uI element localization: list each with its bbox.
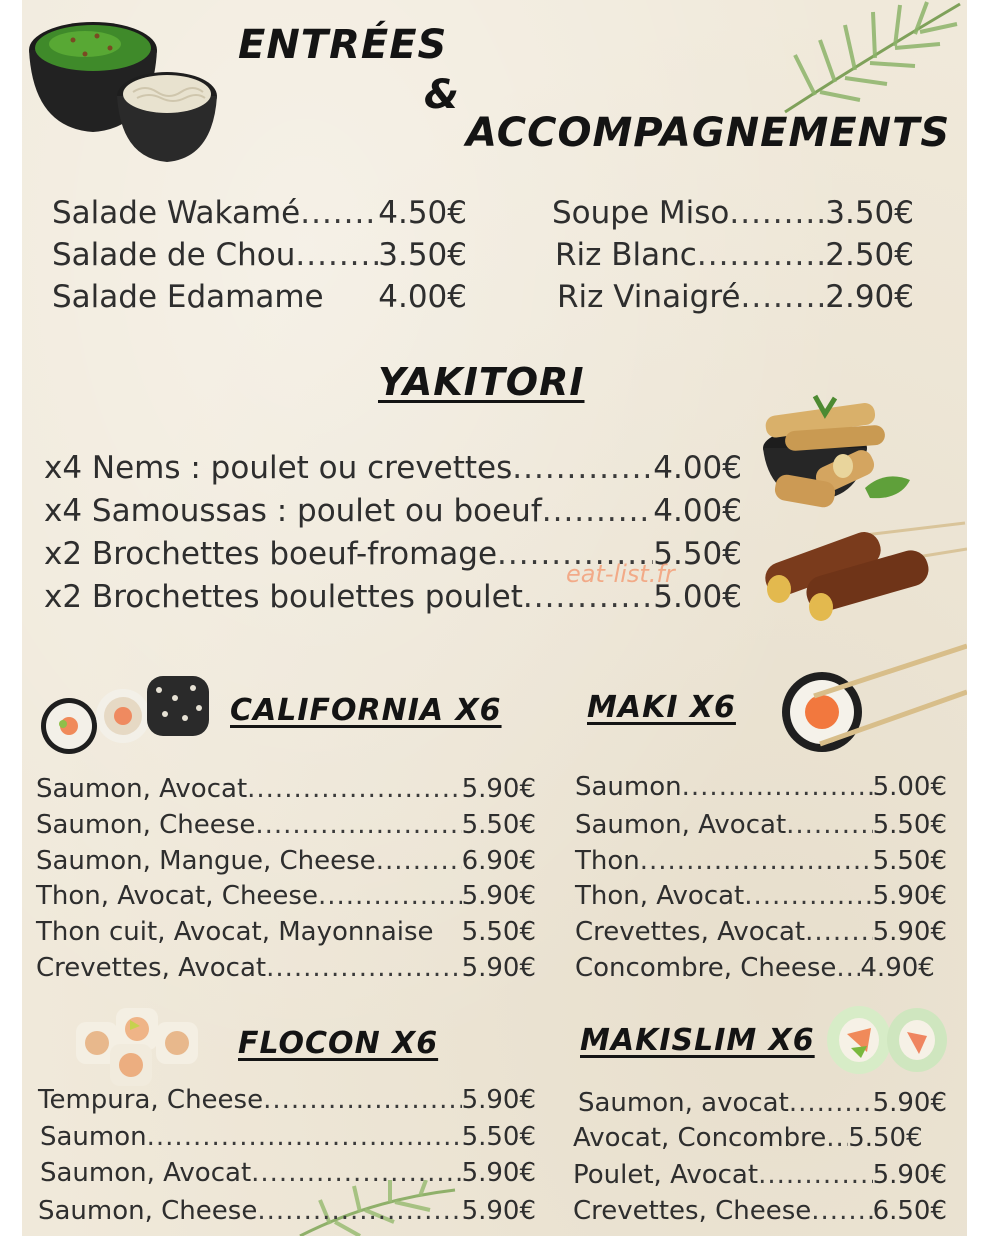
item-name: Saumon, avocat <box>578 1088 789 1118</box>
item-price: 5.50€ <box>848 1123 923 1153</box>
item-name: Thon cuit, Avocat, Mayonnaise <box>36 917 434 947</box>
california-rolls-image <box>35 668 215 758</box>
item-price: 6.90€ <box>461 846 536 876</box>
leader-dots <box>789 1088 873 1118</box>
leader-dots <box>805 917 872 947</box>
menu-item <box>36 917 536 947</box>
menu-item <box>36 810 536 840</box>
item-name: Tempura, Cheese <box>38 1085 264 1115</box>
item-price: 4.00€ <box>653 493 742 529</box>
item-price: 4.00€ <box>653 450 742 486</box>
item-name: Crevettes, Avocat <box>36 953 267 983</box>
menu-item <box>573 1196 947 1226</box>
item-price: 5.50€ <box>461 1122 536 1152</box>
leader-dots <box>300 195 378 231</box>
item-price: 5.50€ <box>872 810 947 840</box>
item-price: 3.50€ <box>378 237 467 273</box>
menu-item <box>573 1123 947 1153</box>
heading-accompagnements: ACCOMPAGNEMENTS <box>466 110 951 156</box>
item-name: x4 Samoussas : poulet ou boeuf <box>44 493 542 529</box>
item-price: 5.90€ <box>461 774 536 804</box>
item-price: 4.00€ <box>378 279 467 315</box>
item-name: Saumon, Avocat <box>40 1158 252 1188</box>
item-price: 5.90€ <box>872 1088 947 1118</box>
menu-item <box>578 1088 947 1118</box>
menu-item <box>575 846 947 876</box>
menu-item <box>555 237 914 273</box>
item-price: 5.90€ <box>872 1160 947 1190</box>
item-name: Saumon, Avocat <box>575 810 787 840</box>
item-price: 5.90€ <box>461 881 536 911</box>
item-price: 5.50€ <box>653 536 742 572</box>
heading-california: CALIFORNIA X6 <box>230 693 502 728</box>
brochettes-image <box>755 515 967 625</box>
item-name: Riz Blanc <box>555 237 697 273</box>
heading-entrees: ENTRÉES <box>238 22 448 68</box>
menu-item <box>36 953 536 983</box>
item-name: Saumon <box>40 1122 147 1152</box>
menu-item <box>575 772 947 802</box>
item-name: Salade de Chou <box>52 237 296 273</box>
leader-dots <box>811 1196 872 1226</box>
leader-dots <box>836 953 860 983</box>
leader-dots <box>741 279 826 315</box>
item-price: 5.90€ <box>872 881 947 911</box>
leader-dots <box>786 810 872 840</box>
menu-item <box>38 1196 536 1226</box>
item-price: 5.50€ <box>461 917 536 947</box>
item-name: Avocat, Concombre <box>573 1123 827 1153</box>
leader-dots <box>318 881 462 911</box>
wakame-bowls-image <box>25 8 220 168</box>
item-name: Crevettes, Cheese <box>573 1196 812 1226</box>
makislim-rolls-image <box>825 998 950 1080</box>
heading-flocon: FLOCON X6 <box>238 1026 439 1061</box>
item-name: Saumon, Cheese <box>38 1196 258 1226</box>
item-name: Saumon, Cheese <box>36 810 256 840</box>
item-price: 5.50€ <box>872 846 947 876</box>
item-price: 2.50€ <box>825 237 914 273</box>
menu-item <box>575 881 947 911</box>
item-price: 5.90€ <box>461 953 536 983</box>
item-name: x2 Brochettes boulettes poulet <box>44 579 523 615</box>
leader-dots <box>682 772 873 802</box>
heading-maki: MAKI X6 <box>587 690 736 725</box>
menu-item <box>36 846 536 876</box>
heading-makislim: MAKISLIM X6 <box>580 1023 815 1058</box>
leader-dots <box>295 237 378 273</box>
menu-item <box>40 1158 536 1188</box>
item-name: Saumon <box>575 772 682 802</box>
menu-item <box>52 237 467 273</box>
menu-item <box>52 195 467 231</box>
item-price: 3.50€ <box>825 195 914 231</box>
menu-item <box>44 493 742 529</box>
item-price: 4.50€ <box>378 195 467 231</box>
item-name: Thon <box>575 846 640 876</box>
item-name: Thon, Avocat, Cheese <box>36 881 318 911</box>
item-name: Poulet, Avocat <box>573 1160 759 1190</box>
leader-dots <box>266 953 461 983</box>
leader-dots <box>255 810 461 840</box>
item-name: x2 Brochettes boeuf-fromage <box>44 536 498 572</box>
leader-dots <box>729 195 825 231</box>
menu-item <box>36 881 536 911</box>
leader-dots <box>376 846 462 876</box>
item-name: Salade Wakamé <box>52 195 301 231</box>
menu-item <box>40 1122 536 1152</box>
menu-item <box>575 917 947 947</box>
item-price: 5.00€ <box>653 579 742 615</box>
item-name: Concombre, Cheese <box>575 953 837 983</box>
menu-item <box>38 1085 536 1115</box>
menu-item <box>575 810 947 840</box>
item-price: 2.90€ <box>825 279 914 315</box>
watermark: eat-list.fr <box>566 560 675 588</box>
item-price: 4.90€ <box>860 953 935 983</box>
item-price: 5.90€ <box>461 1085 536 1115</box>
flocon-rolls-image <box>70 1000 205 1090</box>
menu-item <box>44 450 742 486</box>
item-price: 5.90€ <box>461 1196 536 1226</box>
leader-dots <box>826 1123 848 1153</box>
leader-dots <box>697 237 825 273</box>
leader-dots <box>251 1158 461 1188</box>
menu-item <box>52 279 467 315</box>
leader-dots <box>263 1085 461 1115</box>
leader-dots <box>147 1122 462 1152</box>
item-name: Riz Vinaigré <box>557 279 741 315</box>
leader-dots <box>247 774 461 804</box>
item-price: 5.50€ <box>461 810 536 840</box>
menu-item <box>36 774 536 804</box>
item-name: x4 Nems : poulet ou crevettes <box>44 450 513 486</box>
menu-item <box>552 195 914 231</box>
leader-dots <box>542 493 654 529</box>
item-price: 5.00€ <box>872 772 947 802</box>
leader-dots <box>257 1196 461 1226</box>
heading-yakitori: YAKITORI <box>378 360 585 404</box>
leader-dots <box>758 1160 873 1190</box>
item-price: 6.50€ <box>872 1196 947 1226</box>
item-name: Soupe Miso <box>552 195 730 231</box>
nems-image <box>755 388 925 528</box>
item-name: Crevettes, Avocat <box>575 917 806 947</box>
palm-leaf-top-image <box>775 0 965 120</box>
item-name: Saumon, Avocat <box>36 774 248 804</box>
leader-dots <box>640 846 873 876</box>
item-name: Salade Edamame <box>52 279 324 315</box>
leader-dots <box>512 450 653 486</box>
item-price: 5.90€ <box>872 917 947 947</box>
menu-item <box>557 279 914 315</box>
menu-item <box>575 953 947 983</box>
item-name: Saumon, Mangue, Cheese <box>36 846 376 876</box>
heading-ampersand: & <box>424 72 460 118</box>
item-price: 5.90€ <box>461 1158 536 1188</box>
maki-chopsticks-image <box>780 640 967 755</box>
leader-dots <box>744 881 872 911</box>
menu-item <box>573 1160 947 1190</box>
item-name: Thon, Avocat <box>575 881 745 911</box>
